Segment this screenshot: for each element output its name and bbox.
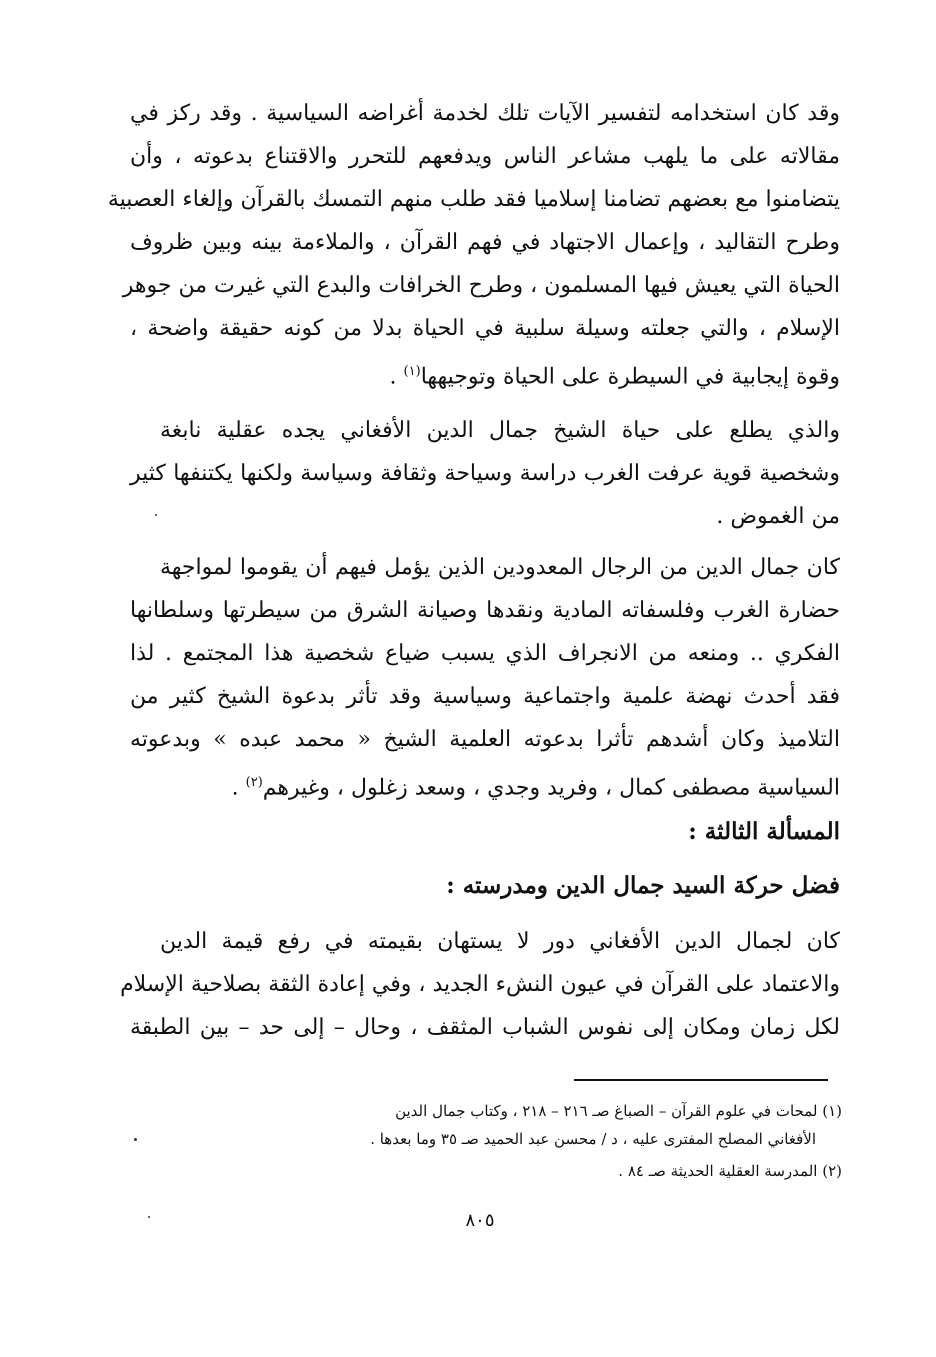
paragraph-3-line-3: الفكري .. ومنعه من الانجراف الذي يسبب ضياع شخصية هذا المجتمع . لذا (130, 641, 840, 666)
footnote-1-line-1: (١) لمحات في علوم القرآن – الصباغ صـ ٢١٦ – ٢١٨ ، وكتاب جمال الدين (395, 1102, 842, 1120)
footnote-mark-1: (١) (403, 364, 421, 379)
paragraph-3-line-6 (130, 765, 840, 806)
scan-speck (155, 514, 157, 516)
paragraph-4-line-3: لكل زمان ومكان إلى نفوس الشباب المثقف ، وحال – إلى حد – بين الطبقة (130, 1015, 840, 1040)
paragraph-3-line-5: التلاميذ وكان أشدهم تأثرا بدعوته العلمية الشيخ « محمد عبده » وبدعوته (130, 727, 840, 752)
scan-speck (148, 1216, 150, 1218)
scan-speck (134, 1138, 137, 1141)
paragraph-4-line-1: كان لجمال الدين الأفغاني دور لا يستهان بقيمته في رفع قيمة الدين (160, 929, 840, 954)
paragraph-3-line-1: كان جمال الدين من الرجال المعدودين الذين يؤمل فيهم أن يقوموا لمواجهة (160, 555, 840, 580)
paragraph-2-line-3: من الغموض . (716, 504, 840, 529)
paragraph-1-line-3: يتضامنوا مع بعضهم تضامنا إسلاميا فقد طلب منهم التمسك بالقرآن وإلغاء العصبية (107, 187, 840, 212)
paragraph-4-line-2: والاعتماد على القرآن في عيون النشء الجديد ، وفي إعادة الثقة بصلاحية الإسلام (120, 972, 840, 997)
footnote-separator (574, 1079, 828, 1081)
paragraph-1-line-1: وقد كان استخدامه لتفسير الآيات تلك لخدمة أغراضه السياسية . وقد ركز في (130, 101, 840, 126)
page-number: ٨٠٥ (465, 1210, 495, 1231)
footnote-mark-2: (٢) (245, 775, 263, 790)
footnote-2: (٢) المدرسة العقلية الحديثة صـ ٨٤ . (618, 1162, 842, 1180)
paragraph-1-line-7 (130, 354, 840, 395)
paragraph-1-line-4: وطرح التقاليد ، وإعمال الاجتهاد في فهم القرآن ، والملاءمة بينه وبين ظروف (130, 230, 840, 255)
paragraph-3-last-end: . (231, 775, 246, 801)
paragraph-3-last-text: السياسية مصطفى كمال ، وفريد وجدي ، وسعد زغلول ، وغيرهم (262, 775, 840, 801)
paragraph-1-last-text: وقوة إيجابية في السيطرة على الحياة وتوجيهها (420, 364, 840, 390)
paragraph-2-line-2: وشخصية قوية عرفت الغرب دراسة وسياحة وثقافة وسياسة ولكنها يكتنفها كثير (130, 461, 840, 486)
section-heading: المسألة الثالثة : (688, 818, 840, 845)
paragraph-2-line-1: والذي يطلع على حياة الشيخ جمال الدين الأفغاني يجده عقلية نابغة (160, 418, 840, 443)
section-subheading: فضل حركة السيد جمال الدين ومدرسته : (446, 872, 840, 899)
paragraph-3-line-2: حضارة الغرب وفلسفاته المادية ونقدها وصيانة الشرق من سيطرتها وسلطانها (130, 598, 840, 623)
paragraph-1-line-2: مقالاته على ما يلهب مشاعر الناس ويدفعهم للتحرر والاقتناع بدعوته ، وأن (130, 144, 840, 169)
paragraph-1-line-6: الإسلام ، والتي جعلته وسيلة سلبية في الحياة بدلا من كونه حقيقة واضحة ، (130, 316, 840, 341)
footnote-1-line-2: الأفغاني المصلح المفترى عليه ، د / محسن عبد الحميد صـ ٣٥ وما بعدها . (370, 1130, 816, 1148)
paragraph-1-last-end: . (389, 364, 404, 390)
paragraph-3-line-4: فقد أحدث نهضة علمية واجتماعية وسياسية وقد تأثر بدعوة الشيخ كثير من (130, 684, 840, 709)
paragraph-1-line-5: الحياة التي يعيش فيها المسلمون ، وطرح الخرافات والبدع التي غيرت من جوهر (122, 273, 840, 298)
